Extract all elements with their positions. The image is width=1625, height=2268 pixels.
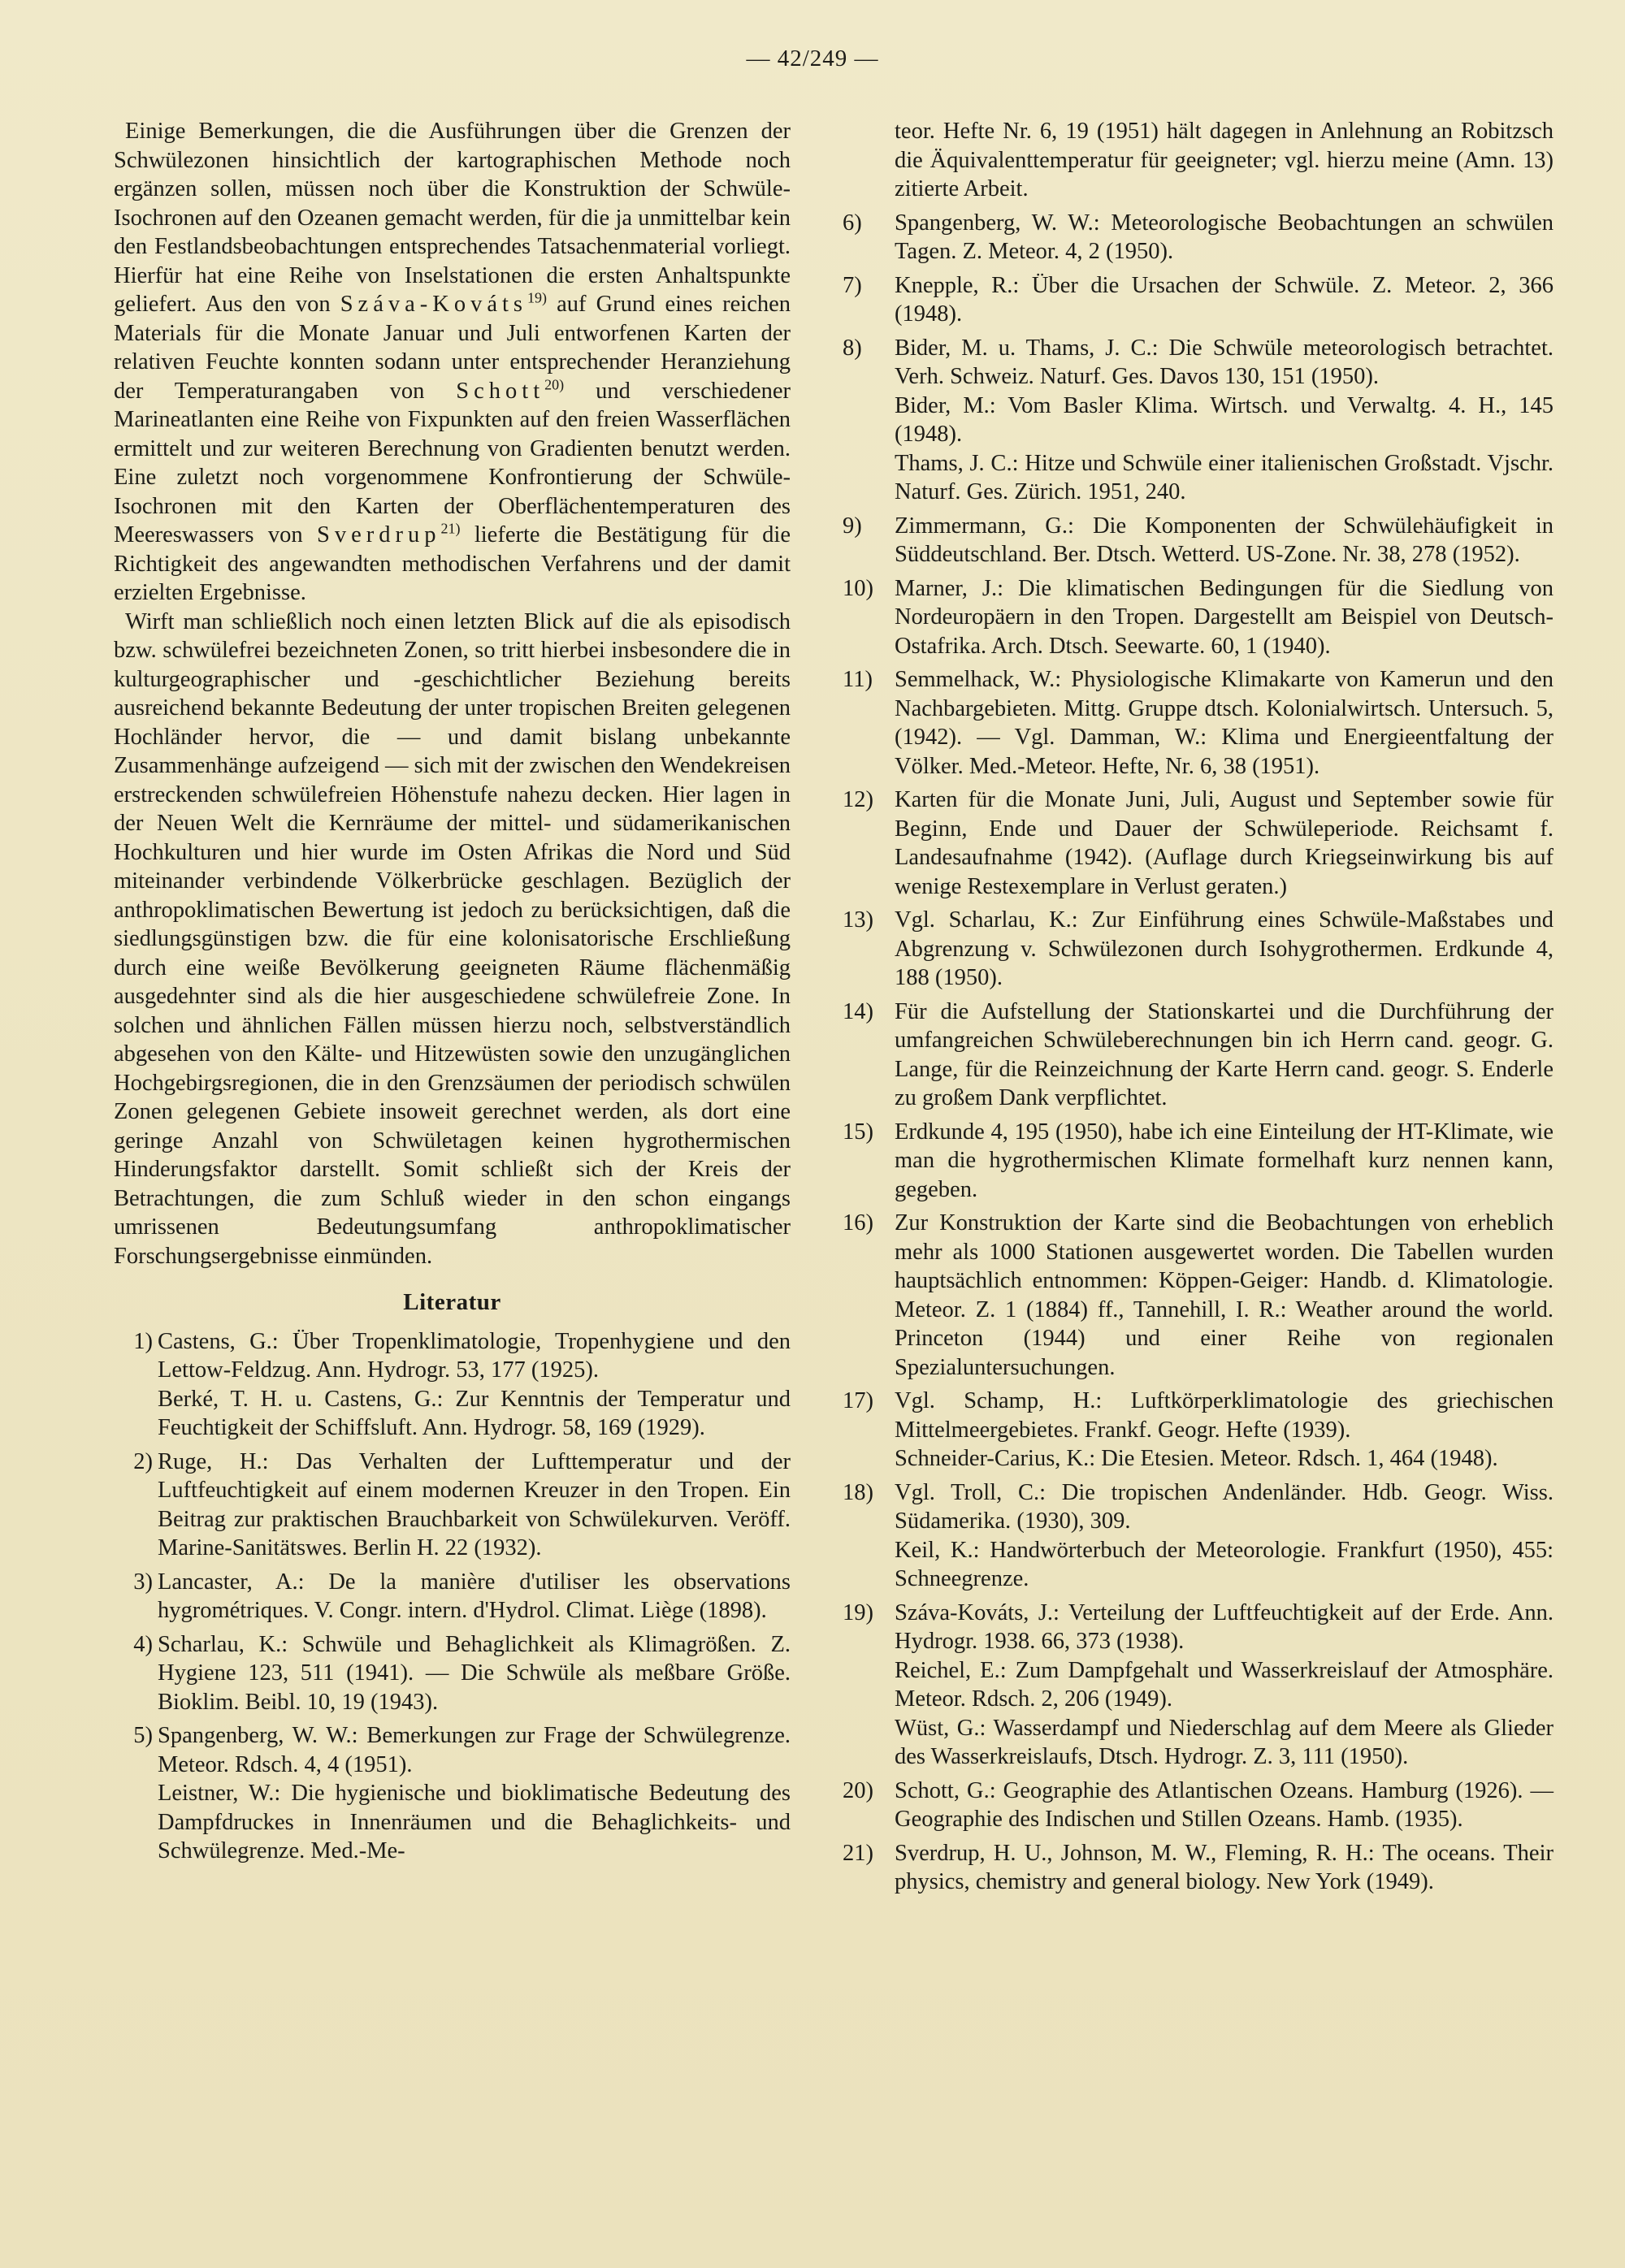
paragraph-1-text-d: lieferte die Bestätigung für die Richtigkeit des angewandten methodischen Verfahrens und der damit erzielten Ergebnisse. xyxy=(114,522,791,605)
literature-heading: Literatur xyxy=(403,1289,501,1315)
body-paragraph-1 xyxy=(114,117,791,608)
reference-text: Castens, G.: Über Tropenklimatologie, Tropenhygiene und den Lettow-Feldzug. Ann. Hydrogr. 53, 177 (1925). xyxy=(158,1328,791,1383)
reference-number: 19) xyxy=(843,1599,873,1625)
author-sverdrup: Sverdrup xyxy=(317,522,441,548)
reference-text: Spangenberg, W. W.: Bemerkungen zur Frage der Schwülegrenze. Meteor. Rdsch. 4, 4 (1951). xyxy=(158,1723,791,1777)
reference-item xyxy=(843,906,1554,993)
footnote-ref-19: 19) xyxy=(526,289,547,306)
reference-number: 20) xyxy=(843,1777,873,1803)
author-szava-kovats: Száva-Kováts xyxy=(340,292,527,317)
reference-item xyxy=(843,1478,1554,1594)
reference-text: Karten für die Monate Juni, Juli, August und September sowie für Beginn, Ende und Dauer der Schwüleperiode. Reichsamt f. Landesaufnahme (1942). (Auflage durch Kriegseinwirkung bis auf wenige Restexemplare in Verlust geraten.) xyxy=(895,787,1554,899)
literature-list-right xyxy=(843,209,1554,1897)
reference-item xyxy=(843,1118,1554,1205)
reference-text: Lancaster, A.: De la manière d'utiliser les observations hygrométriques. V. Congr. intern. d'Hydrol. Climat. Liège (1898). xyxy=(158,1569,791,1623)
reference-item xyxy=(843,209,1554,266)
reference-item xyxy=(843,1839,1554,1897)
reference-continuation: Reichel, E.: Zum Dampfgehalt und Wasserkreislauf der Atmosphäre. Meteor. Rdsch. 2, 206 (1949). xyxy=(895,1657,1554,1712)
reference-number: 12) xyxy=(843,787,873,812)
reference-number: 1) xyxy=(133,1328,153,1354)
reference-item xyxy=(843,574,1554,661)
paragraph-1-text-b: auf Grund eines reichen Materials für die Monate Januar und Juli entworfenen Karten der relativen Feuchte konnten sodann unter entsprechender Heranziehung der Temperaturangaben von xyxy=(114,292,791,404)
reference-5-continued xyxy=(843,117,1554,204)
reference-continuation: Leistner, W.: Die hygienische und bioklimatische Bedeutung des Dampfdruckes in Innenräumen und die Behaglichkeits- und Schwülegrenze. Med.-Me- xyxy=(158,1781,791,1863)
paragraph-1-text-a: Einige Bemerkungen, die die Ausführungen über die Grenzen der Schwülezonen hinsichtlich der kartographischen Methode noch ergänzen sollen, müssen noch über die Konstruktion der Schwüle-Isochronen auf den Ozeanen gemacht werden, für die ja unmittelbar kein den Festlandsbeobachtungen entsprechendes Tatsachenmaterial vorliegt. Hierfür hat eine Reihe von Inselstationen die ersten Anhaltspunkte geliefert. Aus den von xyxy=(114,119,791,317)
reference-text: Knepple, R.: Über die Ursachen der Schwüle. Z. Meteor. 2, 366 (1948). xyxy=(895,272,1554,327)
reference-number: 10) xyxy=(843,575,873,601)
reference-number: 3) xyxy=(133,1569,153,1595)
reference-item xyxy=(114,1327,791,1443)
reference-number: 2) xyxy=(133,1448,153,1474)
left-column xyxy=(114,117,791,1871)
reference-number: 14) xyxy=(843,998,873,1024)
reference-number: 15) xyxy=(843,1119,873,1145)
reference-continuation: Wüst, G.: Wasserdampf und Niederschlag auf dem Meere als Glieder des Wasserkreislaufs, Dtsch. Hydrogr. Z. 3, 111 (1950). xyxy=(895,1715,1554,1769)
footnote-ref-20: 20) xyxy=(544,376,565,392)
reference-text: Ruge, H.: Das Verhalten der Lufttemperatur und der Luftfeuchtigkeit auf einem modernen Kreuzer in den Tropen. Ein Beitrag zur praktischen Brauchbarkeit von Schwülekurven. Veröff. Marine-Sanitätswes. Berlin H. 22 (1932). xyxy=(158,1448,791,1560)
reference-text: Schott, G.: Geographie des Atlantischen Ozeans. Hamburg (1926). — Geographie des Indischen und Stillen Ozeans. Hamb. (1935). xyxy=(895,1777,1554,1832)
reference-item xyxy=(843,1209,1554,1382)
reference-item xyxy=(843,334,1554,507)
reference-number: 5) xyxy=(133,1723,153,1748)
reference-number: 17) xyxy=(843,1388,873,1413)
reference-continuation: Schneider-Carius, K.: Die Etesien. Meteor. Rdsch. 1, 464 (1948). xyxy=(895,1446,1498,1471)
reference-text: Vgl. Troll, C.: Die tropischen Andenländer. Hdb. Geogr. Wiss. Südamerika. (1930), 309. xyxy=(895,1479,1554,1534)
reference-number: 9) xyxy=(843,513,862,539)
literature-list-left xyxy=(114,1327,791,1866)
reference-text: Vgl. Schamp, H.: Luftkörperklimatologie des griechischen Mittelmeergebietes. Frankf. Geogr. Hefte (1939). xyxy=(895,1388,1554,1443)
reference-continuation: Thams, J. C.: Hitze und Schwüle einer italienischen Großstadt. Vjschr. Naturf. Ges. Zürich. 1951, 240. xyxy=(895,450,1554,504)
reference-number: 4) xyxy=(133,1631,153,1657)
reference-number: 18) xyxy=(843,1479,873,1505)
footnote-ref-21: 21) xyxy=(440,520,461,537)
reference-text: Marner, J.: Die klimatischen Bedingungen für die Siedlung von Nordeuropäern in den Tropen. Dargestellt am Beispiel von Deutsch-Ostafrika. Arch. Dtsch. Seewarte. 60, 1 (1940). xyxy=(895,575,1554,659)
reference-item xyxy=(843,998,1554,1113)
reference-continuation: Bider, M.: Vom Basler Klima. Wirtsch. und Verwaltg. 4. H., 145 (1948). xyxy=(895,392,1554,447)
author-schott: Schott xyxy=(456,378,545,404)
page-number: — 42/249 — xyxy=(746,45,879,71)
reference-number: 13) xyxy=(843,907,873,933)
reference-item xyxy=(843,271,1554,329)
reference-text: Für die Aufstellung der Stationskartei und die Durchführung der umfangreichen Schwüleberechnungen bin ich Herrn cand. geogr. G. Lange, für die Reinzeichnung der Karte Herrn cand. geogr. S. Enderle zu großem Dank verpflichtet. xyxy=(895,998,1554,1110)
right-column xyxy=(843,117,1554,1902)
reference-item xyxy=(114,1630,791,1717)
reference-item xyxy=(114,1721,791,1866)
reference-number: 21) xyxy=(843,1840,873,1866)
reference-text: Bider, M. u. Thams, J. C.: Die Schwüle meteorologisch betrachtet. Verh. Schweiz. Naturf. Ges. Davos 130, 151 (1950). xyxy=(895,335,1554,389)
reference-text: Zimmermann, G.: Die Komponenten der Schwülehäufigkeit in Süddeutschland. Ber. Dtsch. Wetterd. US-Zone. Nr. 38, 278 (1952). xyxy=(895,513,1554,567)
paragraph-1-text-c: und verschiedener Marineatlanten eine Reihe von Fixpunkten auf den freien Wasserflächen ermittelt und zur weiteren Berechnung von Gradienten benutzt werden. Eine zuletzt noch vorgenommene Konfrontierung der Schwüle-Isochronen mit den Karten der Oberflächentemperaturen des Meereswassers von xyxy=(114,378,791,548)
reference-item xyxy=(843,512,1554,569)
reference-item xyxy=(843,1777,1554,1834)
reference-text: Erdkunde 4, 195 (1950), habe ich eine Einteilung der HT-Klimate, wie man die hygrothermischen Klimate formelhaft kurz nennen kann, gegeben. xyxy=(895,1119,1554,1202)
reference-item xyxy=(114,1448,791,1563)
reference-continuation: Keil, K.: Handwörterbuch der Meteorologie. Frankfurt (1950), 455: Schneegrenze. xyxy=(895,1537,1554,1591)
reference-item xyxy=(843,786,1554,901)
reference-number: 7) xyxy=(843,272,862,298)
reference-item xyxy=(843,665,1554,781)
reference-text: Száva-Kováts, J.: Verteilung der Luftfeuchtigkeit auf der Erde. Ann. Hydrogr. 1938. 66, 373 (1938). xyxy=(895,1599,1554,1654)
reference-text: Zur Konstruktion der Karte sind die Beobachtungen von erheblich mehr als 1000 Stationen ausgewertet worden. Die Tabellen wurden hauptsächlich entnommen: Köppen-Geiger: Handb. d. Klimatologie. Meteor. Z. 1 (1884) ff., Tannehill, I. R.: Weather around the world. Princeton (1944) und einer Reihe von regionalen Spezialuntersuchungen. xyxy=(895,1210,1554,1380)
reference-number: 11) xyxy=(843,667,873,692)
reference-number: 8) xyxy=(843,335,862,361)
reference-text: Sverdrup, H. U., Johnson, M. W., Fleming, R. H.: The oceans. Their physics, chemistry and general biology. New York (1949). xyxy=(895,1840,1554,1894)
reference-item xyxy=(114,1568,791,1625)
reference-text: Semmelhack, W.: Physiologische Klimakarte von Kamerun und den Nachbargebieten. Mittg. Gruppe dtsch. Kolonialwirtsch. Untersuch. 5, (1942). — Vgl. Damman, W.: Klima und Energieentfaltung der Völker. Med.-Meteor. Hefte, Nr. 6, 38 (1951). xyxy=(895,667,1554,779)
reference-text: Vgl. Scharlau, K.: Zur Einführung eines Schwüle-Maßstabes und Abgrenzung v. Schwülezonen durch Isohygrothermen. Erdkunde 4, 188 (1950). xyxy=(895,907,1554,990)
reference-item xyxy=(843,1599,1554,1772)
reference-number: 6) xyxy=(843,210,862,236)
reference-number: 16) xyxy=(843,1210,873,1236)
reference-continuation: Berké, T. H. u. Castens, G.: Zur Kenntnis der Temperatur und Feuchtigkeit der Schiffsluft. Ann. Hydrogr. 58, 169 (1929). xyxy=(158,1386,791,1440)
reference-item xyxy=(843,1387,1554,1474)
reference-5-continued-text: teor. Hefte Nr. 6, 19 (1951) hält dagegen in Anlehnung an Robitzsch die Äquivalenttemperatur für geeigneter; vgl. hierzu meine (Amn. 13) zitierte Arbeit. xyxy=(895,119,1554,201)
body-paragraph-2: Wirft man schließlich noch einen letzten Blick auf die als episodisch bzw. schwülefrei bezeichneten Zonen, so tritt hierbei insbesondere die in kulturgeographischer und -geschichtlicher Beziehung bereits ausreichend bekannte Bedeutung der unter tropischen Breiten gelegenen Hochländer hervor, die — und damit bislang unbekannte Zusammenhänge aufzeigend — sich mit der zwischen den Wendekreisen erstreckenden schwülefreien Höhenstufe nahezu decken. Hier lagen in der Neuen Welt die Kernräume der mittel- und südamerikanischen Hochkulturen und hier wurde im Osten Afrikas die Nord und Süd miteinander verbindende Völkerbrücke geschlagen. Bezüglich der anthropoklimatischen Bewertung ist jedoch zu berücksichtigen, daß die siedlungsgünstigen bzw. die für eine kolonisatorische Erschließung durch eine weiße Bevölkerung geeigneten Räume flächenmäßig ausgedehnter sind als die hier ausgeschiedene schwülefreie Zone. In solchen und ähnlichen Fällen müssen hierzu noch, selbstverständlich abgesehen von den Kälte- und Hitzewüsten sowie den unzugänglichen Hochgebirgsregionen, die in den Grenzsäumen der periodisch schwülen Zonen gelegenen Gebiete insoweit gerechnet werden, als dort eine geringe Anzahl von Schwületagen keinen hygrothermischen Hinderungsfaktor darstellt. Somit schließt sich der Kreis der Betrachtungen, die zum Schluß wieder in den schon eingangs umrissenen Bedeutungsumfang anthropoklimatischer Forschungsergebnisse einmünden. xyxy=(114,608,791,1269)
reference-text: Scharlau, K.: Schwüle und Behaglichkeit als Klimagrößen. Z. Hygiene 123, 511 (1941). — Die Schwüle als meßbare Größe. Bioklim. Beibl. 10, 19 (1943). xyxy=(158,1631,791,1715)
reference-text: Spangenberg, W. W.: Meteorologische Beobachtungen an schwülen Tagen. Z. Meteor. 4, 2 (1950). xyxy=(895,210,1554,264)
